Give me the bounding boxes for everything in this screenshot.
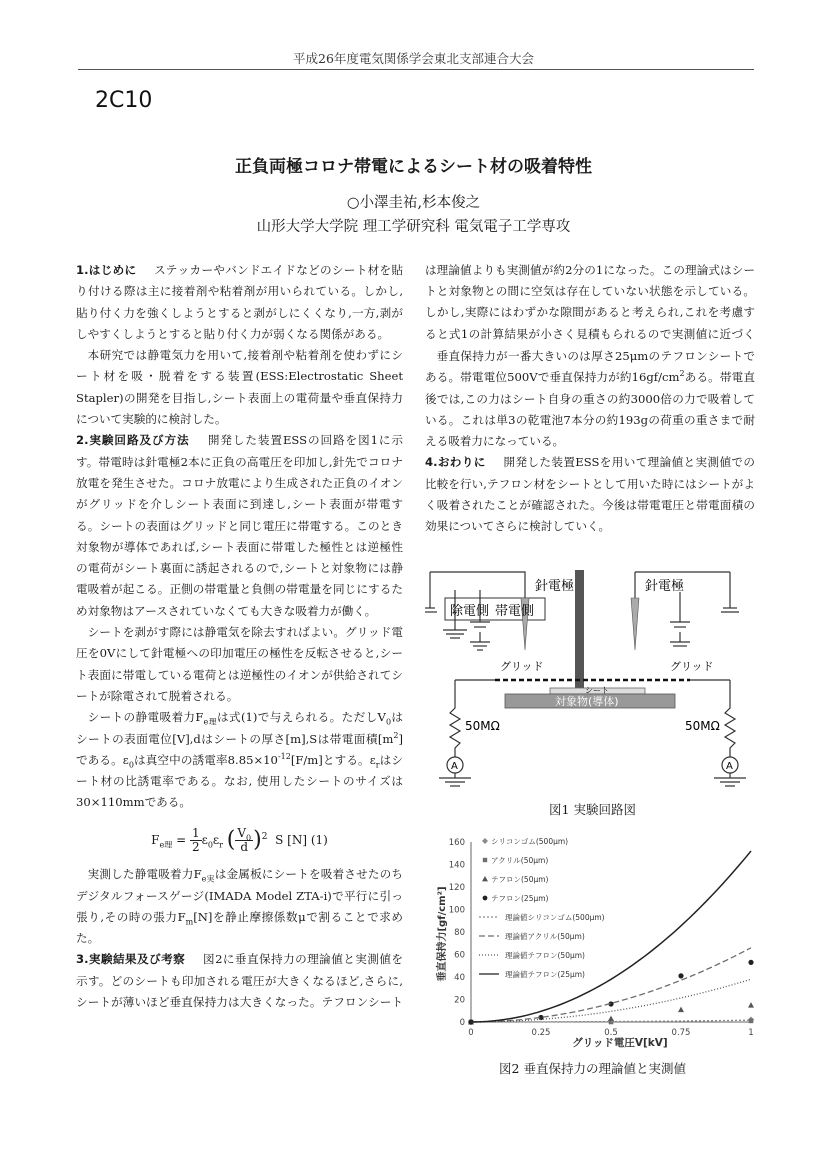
charge-side-label: 帯電側 xyxy=(495,604,535,619)
results-text-1-continued: は理論値よりも実測値が約2分の1になった。この理論式はシートと対象物との間に空気は存在していない状態を示している。しかし,実際にはわずかな隙間があると考えられ,これを考慮すると式1の計算結果が小さく見積もられるので実測値に近づく xyxy=(425,262,755,341)
theory-line-6 xyxy=(471,979,751,1022)
chart-ticks xyxy=(449,838,754,1038)
resistor-right-label: 50MΩ xyxy=(685,719,720,733)
sheet-label: シート xyxy=(585,686,609,695)
results-paragraph-1-end xyxy=(425,260,755,346)
results-paragraph-2: 垂直保持力が一番大きいのは厚さ25μmのテフロンシートである。帯電電位500Vで垂直保持力が約$16gf/cm^2$ある。帯電直後では,この力はシート自身の重さの約3000倍の力で吸着している。これは単3の乾電池7本分の約193gの荷重の重さまで耐える吸着力になっている。 xyxy=(425,349,755,449)
results-heading: 3.実験結果及び考察 xyxy=(76,952,186,967)
legend-label: 理論値テフロン(25μm) xyxy=(505,970,585,979)
intro-paragraph-1 xyxy=(76,260,403,345)
figure-1-circuit-diagram xyxy=(425,560,760,790)
measured-point xyxy=(748,1002,754,1008)
y-tick-label: 120 xyxy=(448,883,465,893)
y-tick-label: 160 xyxy=(448,838,465,848)
intro-paragraph-2: 本研究では静電気力を用いて,接着剤や粘着剤を使わずにシート材を吸・脱着をする装置(ESS:Electrostatic Sheet Stapler)の開発を目指し,シート表面上の電荷量や垂直保持力について実験的に検討した。 xyxy=(76,348,403,427)
legend-marker xyxy=(482,876,488,881)
method-paragraph-3: シートの静電吸着力$F_{e理}$は式(1)で与えられる。ただし$V_0$はシートの表面電位[V],dはシートの厚さ[m],Sは帯電面積$[m^2]$である。$\varepsilon_0$は真空中の誘電率$8.85\times 10^{-12}[F/m]$とする。$\varepsilon_r$はシート材の比誘電率である。なお, 使用したシートのサイズは30×110mmである。 xyxy=(76,710,404,810)
target-label: 対象物(導体) xyxy=(555,695,619,708)
intro-heading: 1.はじめに xyxy=(76,263,137,277)
results-paragraph-1-start xyxy=(76,949,403,1013)
conclusion-paragraph xyxy=(425,452,755,537)
chart-y-label: 垂直保持力[gf/cm²] xyxy=(437,886,448,982)
figure-2-chart xyxy=(425,822,760,1054)
legend-label: シリコンゴム(500μm) xyxy=(491,837,569,846)
intro-text-1: ステッカーやバンドエイドなどのシート材を貼り付ける際は主に接着剤や粘着剤が用いられている。しかし,貼り付く力を強くしようとすると剥がしにくくなり,一方,剥がしやすくしようとすると貼り付く力が弱くなる関係がある。 xyxy=(76,263,403,341)
ammeter-right-label: A xyxy=(726,761,733,772)
grid-left-label: グリッド xyxy=(500,660,544,673)
x-tick-label: 0.5 xyxy=(604,1028,618,1038)
right-needle-electrode xyxy=(631,598,639,650)
needle-right-label: 針電極 xyxy=(645,579,685,594)
legend-label: 理論値テフロン(50μm) xyxy=(505,951,585,960)
resistor-left-label: 50MΩ xyxy=(465,719,500,733)
authors: ○小澤圭祐,杉本俊之 xyxy=(346,195,481,211)
discharge-side-label: 除電側 xyxy=(450,604,490,619)
center-holder xyxy=(575,570,584,692)
measured-point xyxy=(678,1007,684,1013)
legend-marker xyxy=(483,896,488,901)
chart-x-label: グリッド電圧V[kV] xyxy=(572,1037,668,1049)
conclusion-text: 開発した装置ESSを用いて理論値と実測値での比較を行い,テフロン材をシートとして用いた時にはシートがよく吸着されたことが確認された。今後は帯電電圧と帯電面積の効果についてさらに検討していく。 xyxy=(425,455,755,534)
measured-point xyxy=(749,1019,754,1024)
legend-label: テフロン(25μm) xyxy=(491,894,549,903)
method-paragraph-1 xyxy=(76,430,403,622)
chart-legend xyxy=(479,837,605,979)
header-rule xyxy=(78,69,754,70)
figure-1-caption: 図1 実験回路図 xyxy=(549,802,636,817)
measured-point xyxy=(678,973,683,978)
y-tick-label: 100 xyxy=(448,905,465,916)
method-heading: 2.実験回路及び方法 xyxy=(76,433,190,448)
y-tick-label: 0 xyxy=(459,1018,465,1028)
y-tick-label: 40 xyxy=(454,973,465,983)
grid-right-label: グリッド xyxy=(670,660,714,673)
x-tick-label: 1 xyxy=(748,1028,754,1038)
left-column xyxy=(76,260,403,1013)
method-paragraph-2: シートを剥がす際には静電気を除去すればよい。グリッド電圧を0Vにして針電極への印加電圧の極性を反転させると,シート表面に帯電している電荷とは逆極性のイオンが供給されてシートが除電されて脱着される。 xyxy=(76,625,403,703)
legend-marker xyxy=(482,838,488,844)
legend-label: アクリル(50μm) xyxy=(491,856,549,865)
conference-header: 平成26年度電気関係学会東北支部連合大会 xyxy=(293,51,534,66)
paper-title: 正負両極コロナ帯電によるシート材の吸着特性 xyxy=(235,157,592,177)
needle-left-label: 針電極 xyxy=(535,579,575,594)
equation-1: $F_{e理}$ = $\frac{1}{2}$ $\varepsilon_0\varepsilon_r$ ( $\frac{V_0}{d}$ )$^2$ S [N] (1) xyxy=(151,825,328,854)
y-tick-label: 20 xyxy=(454,995,465,1006)
ammeter-left-label: A xyxy=(451,761,458,772)
legend-label: テフロン(50μm) xyxy=(491,875,549,884)
figure-2-caption: 図2 垂直保持力の理論値と実測値 xyxy=(499,1061,686,1076)
y-tick-label: 140 xyxy=(448,860,465,871)
measured-point xyxy=(748,960,753,965)
method-text-1: 開発した装置ESSの回路を図1に示す。帯電時は針電極2本に正負の高電圧を印加し,針先でコロナ放電を発生させた。コロナ放電により生成された正負のイオンがグリッドを介しシート表面に到達し,シート表面が帯電する。シートの表面はグリッドと同じ電圧に帯電する。このとき対象物が導体であれば,シート表面に帯電した極性とは逆極性の電荷がシート裏面に誘起されるので,シートと対象物には静電吸着が起こる。正側の帯電量と負側の帯電量を同じにするため対象物はアースされていなくても大きな吸着力が働く。 xyxy=(76,433,403,618)
results-text-1: 図2に垂直保持力の理論値と実測値を示す。どのシートも印加される電圧が大きくなるほど,さらに,シートが薄いほど垂直保持力は大きくなった。テフロンシート xyxy=(76,952,403,1009)
conclusion-heading: 4.おわりに xyxy=(425,455,486,470)
x-tick-label: 0.75 xyxy=(671,1028,691,1038)
legend-marker xyxy=(483,858,487,862)
y-tick-label: 80 xyxy=(454,928,465,938)
legend-label: 理論値シリコンゴム(500μm) xyxy=(505,913,605,922)
paper-code: 2C10 xyxy=(95,88,153,113)
x-tick-label: 0 xyxy=(468,1028,474,1038)
y-tick-label: 60 xyxy=(454,950,465,961)
measured-point xyxy=(608,1016,614,1022)
legend-label: 理論値アクリル(50μm) xyxy=(505,932,585,941)
method-paragraph-4: 実測した静電吸着力$F_{e実}$は金属板にシートを吸着させたのちデジタルフォースゲージ(IMADA Model ZTA-i)で平行に引っ張り,その時の張力$F_m[N]$を静止摩擦係数μで割ることで求めた。 xyxy=(76,867,404,946)
right-column xyxy=(425,260,755,538)
x-tick-label: 0.25 xyxy=(531,1028,551,1038)
affiliation: 山形大学大学院 理工学研究科 電気電子工学専攻 xyxy=(256,219,571,235)
